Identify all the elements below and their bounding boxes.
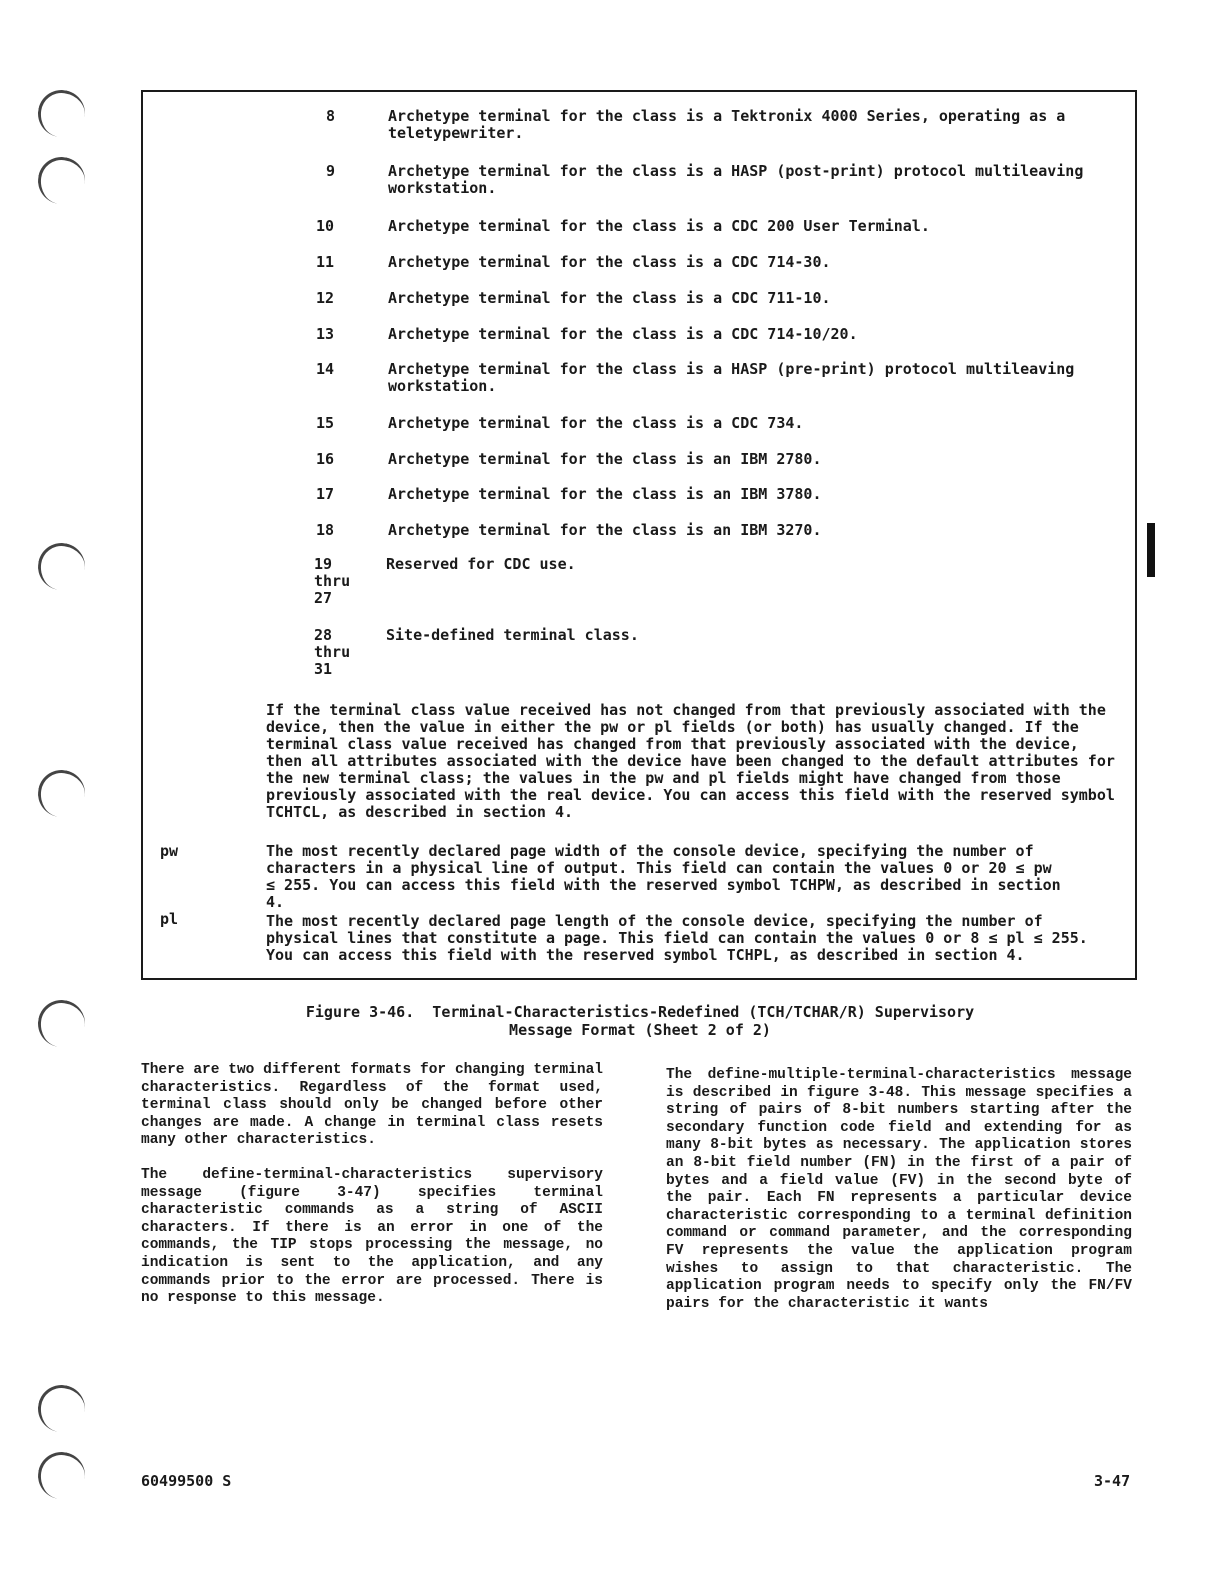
code-number: 12 [316, 289, 335, 307]
code-description: Site-defined terminal class. [386, 626, 639, 644]
code-number: 9 [326, 162, 336, 180]
punch-hole [35, 87, 88, 140]
left-column [141, 1062, 603, 1325]
code-number: 10 [316, 217, 335, 235]
body-paragraph: There are two different formats for changing terminal characteristics. Regardless of the format used, terminal class should only be changed before other changes are made. A change in terminal class resets many other characteristics. [141, 1062, 603, 1149]
terminal-class-paragraph: If the terminal class value received has not changed from that previously associated with the device, then the value in either the pw or pl fields (or both) has usually changed. If the terminal class value received has changed from that previously associated with the device, then all attributes associated with the device have been changed to the default attributes for the new terminal class; the values in the pw and pl fields might have changed from those previously associated with the real device. You can access this field with the reserved symbol TCHTCL, as described in section 4. [266, 701, 1115, 821]
code-number: 13 [316, 325, 335, 343]
code-description: Archetype terminal for the class is a Tektronix 4000 Series, operating as a teletypewriter. [388, 107, 1066, 142]
code-description: Archetype terminal for the class is an IBM 3780. [388, 485, 822, 503]
body-paragraph: The define-terminal-characteristics supervisory message (figure 3-47) specifies terminal characteristic commands as a string of ASCII characters. If there is an error in one of the commands, the TIP stops processing the message, no indication is sent to the application, and any commands prior to the error are processed. There is no response to this message. [141, 1166, 603, 1307]
code-number: 15 [316, 414, 335, 432]
figure-caption [280, 1003, 1000, 1039]
punch-hole [35, 540, 88, 593]
code-description: Archetype terminal for the class is a CDC 200 User Terminal. [388, 217, 930, 235]
field-key-pl: pl [160, 910, 179, 928]
code-number: 18 [316, 521, 335, 539]
code-description: Archetype terminal for the class is a HASP (post-print) protocol multileaving workstation. [388, 162, 1084, 197]
punch-hole [35, 1382, 88, 1435]
code-number: 17 [316, 485, 335, 503]
field-description-pl: The most recently declared page length of the console device, specifying the number of physical lines that constitute a page. This field can contain the values 0 or 8 ≤ pl ≤ 255. You can access this field with the reserved symbol TCHPL, as described in section 4. [266, 912, 1088, 964]
caption-line-1: Figure 3-46. Terminal-Characteristics-Redefined (TCH/TCHAR/R) Supervisory [305, 1003, 975, 1021]
document-number: 60499500 S [141, 1472, 232, 1490]
code-description: Archetype terminal for the class is a CDC 714-10/20. [388, 325, 858, 343]
code-description: Archetype terminal for the class is an IBM 3270. [388, 521, 822, 539]
code-number: 28 thru 31 [314, 626, 351, 678]
code-number: 8 [326, 107, 336, 125]
code-description: Archetype terminal for the class is a CDC 714-30. [388, 253, 831, 271]
code-number: 11 [316, 253, 335, 271]
change-bar [1147, 523, 1155, 577]
field-key-pw: pw [160, 842, 179, 860]
code-number: 16 [316, 450, 335, 468]
body-paragraph: The define-multiple-terminal-characteristics message is described in figure 3-48. This message specifies a string of pairs of 8-bit numbers starting after the secondary function code field and extending for as many 8-bit bytes as necessary. The application stores an 8-bit field number (FN) in the first of a pair of bytes and a field value (FV) in the second byte of the pair. Each FN represents a particular device characteristic corresponding to a terminal definition command or command parameter, and the corresponding FV represents the value the application program wishes to assign to that characteristic. The application program needs to specify only the FN/FV pairs for the characteristic it wants [666, 1067, 1132, 1312]
punch-hole [35, 1449, 88, 1502]
code-description: Archetype terminal for the class is a CDC 711-10. [388, 289, 831, 307]
punch-hole [35, 767, 88, 820]
code-number: 19 thru 27 [314, 555, 351, 607]
punch-hole [35, 997, 88, 1050]
code-description: Reserved for CDC use. [386, 555, 576, 573]
field-description-pw: The most recently declared page width of the console device, specifying the number of characters in a physical line of output. This field can contain the values 0 or 20 ≤ pw ≤ 255. You can access this field with the reserved symbol TCHPW, as described in section 4. [266, 842, 1061, 911]
caption-line-2: Message Format (Sheet 2 of 2) [509, 1021, 771, 1039]
code-number: 14 [316, 360, 335, 378]
punch-hole [35, 154, 88, 207]
right-column [666, 1067, 1132, 1330]
code-description: Archetype terminal for the class is an IBM 2780. [388, 450, 822, 468]
code-description: Archetype terminal for the class is a HASP (pre-print) protocol multileaving workstation. [388, 360, 1075, 395]
code-description: Archetype terminal for the class is a CDC 734. [388, 414, 804, 432]
page-number: 3-47 [1094, 1472, 1131, 1490]
